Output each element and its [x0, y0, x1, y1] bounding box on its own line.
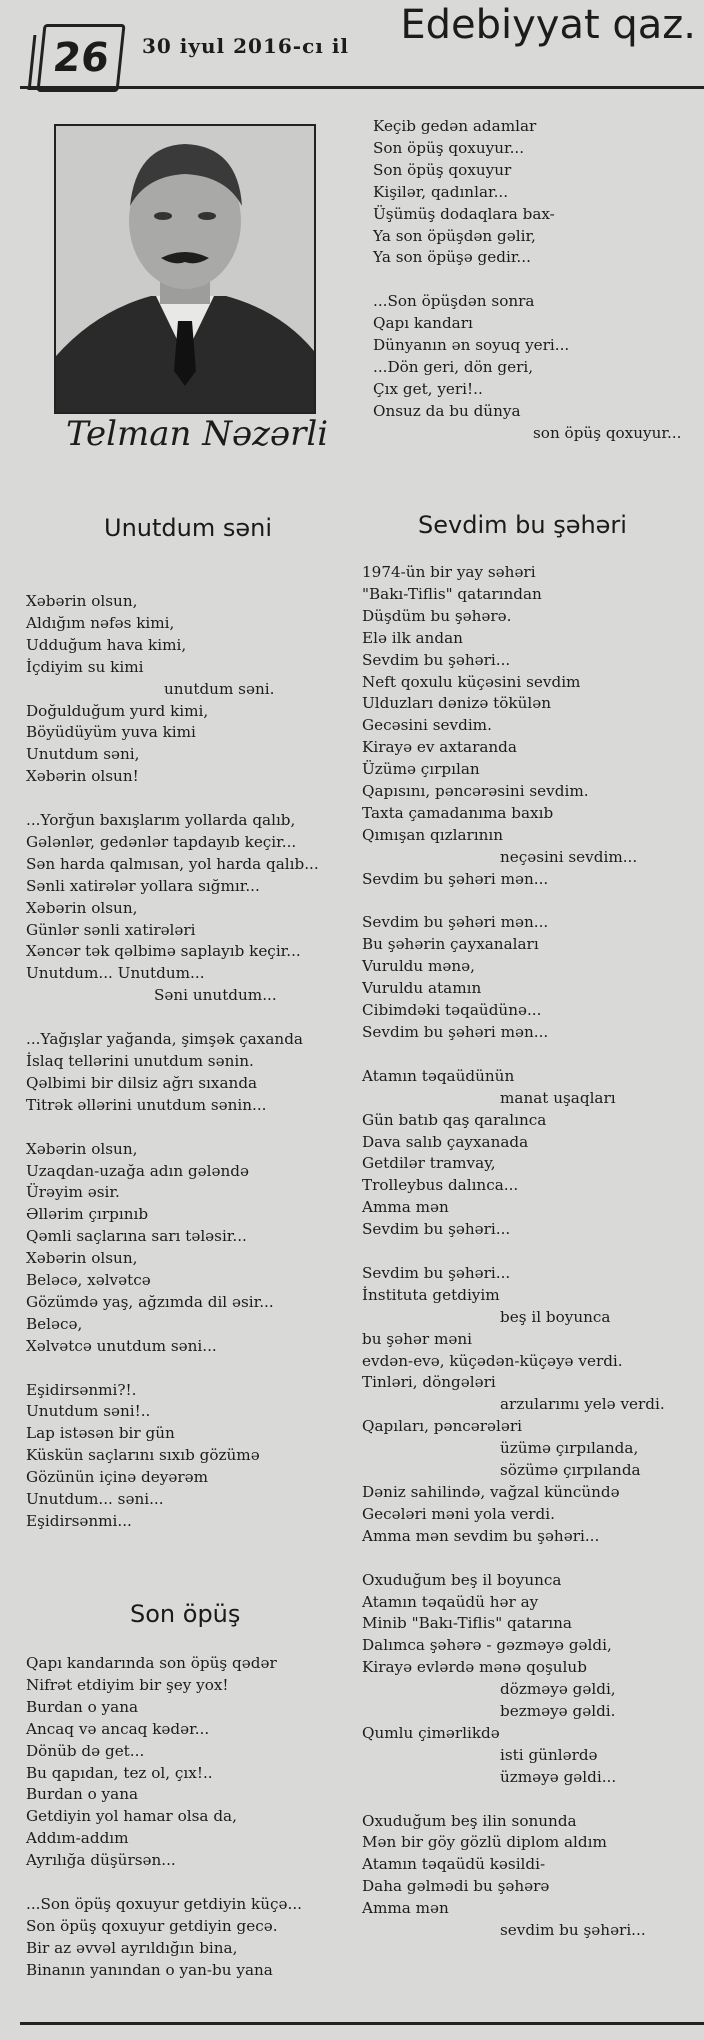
poem-line: ...Yorğun baxışlarım yollarda qalıb, [26, 811, 296, 830]
stanza-gap [26, 1117, 319, 1139]
poem-line: İnstituta getdiyim [362, 1285, 500, 1304]
poem-line: Qapıları, pəncərələri [362, 1417, 522, 1436]
stanza-gap [26, 1358, 319, 1380]
poem-line: 1974-ün bir yay səhəri [362, 563, 536, 581]
poem-line: Qumlu çimərlikdə [362, 1723, 500, 1742]
poem-continuation [373, 116, 681, 445]
stanza-gap [26, 1007, 319, 1029]
poem-line: Ürəyim əsir. [26, 1183, 120, 1202]
poem-line: beş il boyunca [500, 1307, 611, 1326]
poem-line: Üşümüş dodaqlara bax- [373, 204, 555, 223]
poem-line: Gələnlər, gedənlər tapdayıb keçir... [26, 832, 297, 851]
poem-line: Bir az əvvəl ayrıldığın bina, [26, 1938, 238, 1957]
poem-line: Ulduzları dənizə tökülən [362, 694, 552, 713]
poem-line: Unutdum səni!.. [26, 1402, 151, 1421]
poem-line: unutdum səni. [164, 679, 275, 698]
poem-line: Neft qoxulu küçəsini sevdim [362, 672, 581, 691]
poem-line: Unutdum səni, [26, 745, 140, 764]
issue-date: 30 iyul 2016-cı il [142, 34, 350, 58]
poem-line: Addım-addım [26, 1829, 129, 1848]
poem-line: Xəbərin olsun, [26, 1249, 138, 1268]
poem-line: Elə ilk andan [362, 628, 463, 647]
poem-line: Bu şəhərin çayxanaları [362, 935, 539, 954]
page-header [0, 0, 704, 88]
poem-line: Atamın təqaüdü kəsildi- [362, 1855, 546, 1874]
poem-line: Taxta çamadanıma baxıb [362, 803, 554, 822]
poem-line: Mən bir göy gözlü diplom aldım [362, 1833, 607, 1852]
stanza-gap [26, 1872, 302, 1894]
poem-line: Gün batıb qaş qaralınca [362, 1110, 547, 1129]
poem-line: Qəlbimi bir dilsiz ağrı sıxanda [26, 1073, 258, 1092]
poem-line: Sevdim bu şəhəri mən... [362, 913, 549, 932]
poem-line: "Bakı-Tiflis" qatarından [362, 584, 542, 603]
poem-line: sevdim bu şəhəri... [500, 1921, 646, 1940]
poem-line: Dava salıb çayxanada [362, 1132, 529, 1151]
poem-line: bezməyə gəldi. [500, 1702, 616, 1721]
poem-line: sözümə çırpılanda [500, 1461, 641, 1480]
poem-line: İslaq tellərini unutdum sənin. [26, 1052, 254, 1070]
poem-line: Eşidirsənmi?!. [26, 1380, 137, 1399]
poem-line: Udduğum hava kimi, [26, 635, 187, 654]
poem-line: Keçib gedən adamlar [373, 117, 537, 135]
poem-line: Son öpüş qoxuyur getdiyin gecə. [26, 1916, 278, 1935]
poem-line: Unutdum... səni... [26, 1490, 164, 1509]
poem-line: Qımışan qızlarının [362, 825, 504, 844]
poem-line: Qəmli saçlarına sarı tələsir... [26, 1227, 247, 1246]
poem-line: Burdan o yana [26, 1785, 139, 1804]
poem-line: dözməyə gəldi, [500, 1680, 616, 1699]
stanza-gap [362, 1789, 665, 1811]
poem-line: Beləcə, xəlvətcə [26, 1271, 151, 1290]
poem-line: Çıx get, yeri!.. [373, 379, 483, 398]
poem-line: Kişilər, qadınlar... [373, 182, 509, 201]
poem-line: Getdiyin yol hamar olsa da, [26, 1807, 237, 1826]
poem-line: Sevdim bu şəhəri... [362, 650, 511, 669]
poem-line: Beləcə, [26, 1314, 83, 1333]
poem-line: Son öpüş qoxuyur... [373, 138, 525, 157]
poem-line: Kirayə evlərdə mənə qoşulub [362, 1658, 587, 1677]
poem-line: Ancaq və ancaq kədər... [26, 1719, 210, 1738]
poem-line: bu şəhər məni [362, 1329, 472, 1348]
poem-line: son öpüş qoxuyur... [533, 423, 682, 442]
poem-son-opus-text [26, 1653, 302, 1982]
header-rule [20, 86, 704, 89]
poem-line: Bu qapıdan, tez ol, çıx!.. [26, 1763, 213, 1782]
stanza-gap [362, 1241, 665, 1263]
poem-line: Sənli xatirələr yollara sığmır... [26, 876, 260, 895]
stanza-gap [362, 1044, 665, 1066]
poem-title-unutdum: Unutdum səni [104, 514, 272, 542]
poem-line: Gecələri məni yola verdi. [362, 1504, 555, 1523]
poem-line: Aldığım nəfəs kimi, [26, 613, 175, 632]
stanza-gap [362, 891, 665, 913]
poem-line: Ya son öpüşə gedir... [373, 248, 531, 267]
poem-line: Xəlvətcə unutdum səni... [26, 1336, 217, 1355]
poem-line: ...Dön geri, dön geri, [373, 357, 534, 376]
poem-line: Atamın təqaüdünün [362, 1066, 515, 1085]
poem-line: Sevdim bu şəhəri mən... [362, 869, 549, 888]
poem-line: Amma mən [362, 1899, 449, 1918]
poem-line: Cibimdəki təqaüdünə... [362, 1001, 542, 1020]
poem-line: Unutdum... Unutdum... [26, 964, 205, 983]
poem-line: Oxuduğum beş ilin sonunda [362, 1811, 577, 1830]
poem-line: Dünyanın ən soyuq yeri... [373, 336, 570, 355]
poem-line: ...Son öpüş qoxuyur getdiyin küçə... [26, 1894, 302, 1913]
poem-line: Atamın təqaüdü hər ay [362, 1592, 539, 1611]
poem-line: Vuruldu mənə, [362, 957, 475, 976]
poem-line: Səni unutdum... [154, 986, 277, 1005]
poem-line: Minib "Bakı-Tiflis" qatarına [362, 1614, 572, 1633]
stanza-gap [26, 788, 319, 810]
poem-line: neçəsini sevdim... [500, 847, 638, 866]
poem-line: Xəbərin olsun! [26, 767, 139, 786]
poem-line: Titrək əllərini unutdum sənin... [26, 1095, 267, 1114]
poem-line: manat uşaqları [500, 1088, 616, 1107]
stanza-gap [373, 269, 681, 291]
poem-line: Günlər sənli xatirələri [26, 920, 196, 939]
poem-line: üzməyə gəldi... [500, 1767, 617, 1786]
page-number: 26 [36, 24, 125, 92]
author-photo [54, 124, 316, 414]
poem-line: Tinləri, döngələri [362, 1373, 496, 1392]
poem-line: Əllərim çırpınıb [26, 1205, 149, 1224]
poem-unutdum-text [26, 591, 319, 1533]
poem-line: Oxuduğum beş il boyunca [362, 1570, 562, 1589]
poem-line: Xəncər tək qəlbimə saplayıb keçir... [26, 942, 301, 961]
poem-line: Qapı kandarı [373, 314, 473, 333]
poem-line: evdən-evə, küçədən-küçəyə verdi. [362, 1351, 623, 1370]
poem-line: Getdilər tramvay, [362, 1154, 496, 1173]
poem-line: Qapı kandarında son öpüş qədər [26, 1654, 277, 1672]
footer-rule [20, 2022, 704, 2025]
poem-line: Uzaqdan-uzağa adın gələndə [26, 1161, 249, 1180]
poem-line: ...Son öpüşdən sonra [373, 292, 535, 311]
author-portrait-image [56, 126, 314, 412]
author-signature: Telman Nəzərli [66, 414, 329, 454]
poem-line: Sevdim bu şəhəri mən... [362, 1023, 549, 1042]
poem-line: üzümə çırpılanda, [500, 1439, 639, 1458]
poem-title-son-opus: Son öpüş [130, 1600, 241, 1628]
poem-line: Burdan o yana [26, 1697, 139, 1716]
poem-line: isti günlərdə [500, 1745, 598, 1764]
poem-line: Amma mən [362, 1198, 449, 1217]
poem-line: Qapısını, pəncərəsini sevdim. [362, 782, 589, 801]
poem-line: Dəniz sahilində, vağzal küncündə [362, 1483, 620, 1502]
poem-line: Gecəsini sevdim. [362, 716, 492, 735]
poem-line: Ya son öpüşdən gəlir, [373, 226, 536, 245]
poem-line: Dalımca şəhərə - gəzməyə gəldi, [362, 1636, 612, 1655]
poem-line: Kirayə ev axtaranda [362, 738, 517, 757]
poem-title-sevdim: Sevdim bu şəhəri [418, 511, 627, 539]
poem-line: Eşidirsənmi... [26, 1512, 132, 1530]
poem-line: Doğulduğum yurd kimi, [26, 701, 209, 720]
poem-line: arzularımı yelə verdi. [500, 1395, 665, 1414]
poem-line: Üzümə çırpılan [362, 760, 480, 779]
poem-line: Düşdüm bu şəhərə. [362, 606, 512, 625]
poem-line: Nifrət etdiyim bir şey yox! [26, 1675, 229, 1694]
publication-name: Edebiyyat qaz. [400, 2, 696, 48]
poem-line: Sevdim bu şəhəri... [362, 1220, 511, 1239]
poem-line: Gözünün içinə deyərəm [26, 1468, 208, 1487]
poem-line: Binanın yanından o yan-bu yana [26, 1960, 273, 1979]
poem-line: Ayrılığa düşürsən... [26, 1851, 176, 1870]
poem-line: Gözümdə yaş, ağzımda dil əsir... [26, 1292, 274, 1311]
poem-line: Son öpüş qoxuyur [373, 160, 512, 179]
poem-sevdim-text [362, 562, 665, 1942]
poem-line: Xəbərin olsun, [26, 592, 138, 610]
stanza-gap [362, 1548, 665, 1570]
poem-line: Küskün saçlarını sıxıb gözümə [26, 1446, 260, 1465]
poem-line: Vuruldu atamın [362, 979, 482, 998]
poem-line: Amma mən sevdim bu şəhəri... [362, 1526, 600, 1545]
poem-line: Xəbərin olsun, [26, 1139, 138, 1158]
poem-line: İçdiyim su kimi [26, 657, 144, 676]
poem-line: Sən harda qalmısan, yol harda qalıb... [26, 854, 319, 873]
poem-line: Xəbərin olsun, [26, 898, 138, 917]
poem-line: ...Yağışlar yağanda, şimşək çaxanda [26, 1030, 303, 1049]
poem-line: Onsuz da bu dünya [373, 401, 521, 420]
poem-line: Trolleybus dalınca... [362, 1176, 519, 1195]
poem-line: Daha gəlmədi bu şəhərə [362, 1877, 550, 1896]
poem-line: Dönüb də get... [26, 1741, 145, 1760]
poem-line: Lap istəsən bir gün [26, 1424, 175, 1443]
poem-line: Sevdim bu şəhəri... [362, 1263, 511, 1282]
poem-line: Böyüdüyüm yuva kimi [26, 723, 196, 742]
